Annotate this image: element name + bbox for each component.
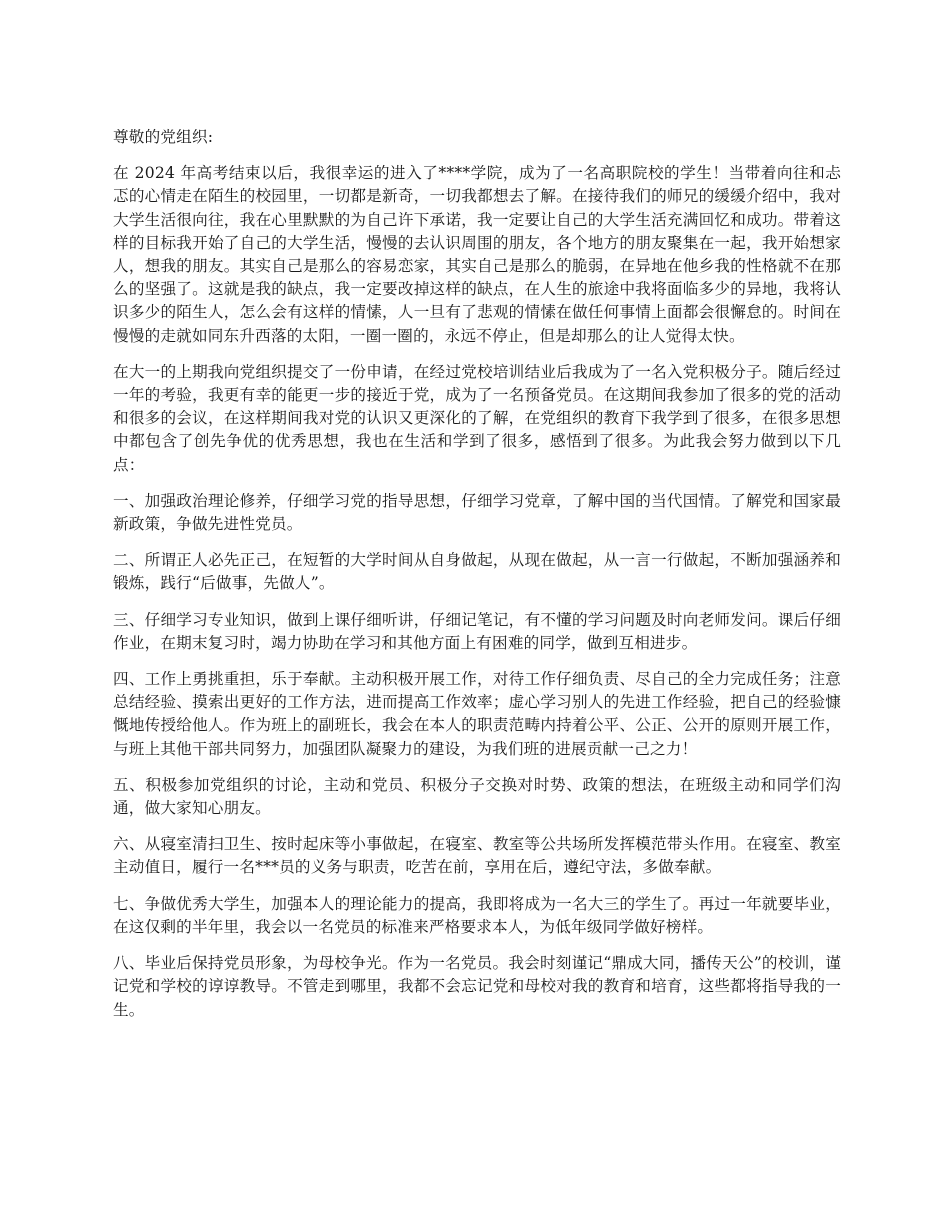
document-body (113, 126, 841, 1035)
paragraph-point-6: 六、从寝室清扫卫生、按时起床等小事做起，在寝室、教室等公共场所发挥模范带头作用。在寝室、教室主动值日，履行一名***员的义务与职责，吃苦在前，享用在后，遵纪守法，多做奉献。 (113, 835, 841, 877)
paragraph-point-2: 二、所谓正人必先正己，在短暂的大学时间从自身做起，从现在做起，从一言一行做起，不断加强涵养和锻炼，践行“后做事，先做人”。 (113, 551, 841, 593)
paragraph-party-application: 在大一的上期我向党组织提交了一份申请，在经过党校培训结业后我成为了一名入党积极分子。随后经过一年的考验，我更有幸的能更一步的接近于党，成为了一名预备党员。在这期间我参加了很多的党的活动和很多的会议，在这样期间我对党的认识又更深化的了解，在党组织的教育下我学到了很多，在很多思想中都包含了创先争优的优秀思想，我也在生活和学到了很多，感悟到了很多。为此我会努力做到以下几点： (113, 362, 841, 474)
paragraph-point-1: 一、加强政治理论修养，仔细学习党的指导思想，仔细学习党章，了解中国的当代国情。了解党和国家最新政策，争做先进性党员。 (113, 491, 841, 534)
salutation: 尊敬的党组织: (113, 128, 214, 146)
paragraph-point-7: 七、争做优秀大学生，加强本人的理论能力的提高，我即将成为一名大三的学生了。再过一年就要毕业，在这仅剩的半年里，我会以一名党员的标准来严格要求本人，为低年级同学做好榜样。 (113, 894, 841, 936)
paragraph-point-5: 五、积极参加党组织的讨论，主动和党员、积极分子交换对时势、政策的想法，在班级主动和同学们沟通，做大家知心朋友。 (113, 775, 841, 818)
paragraph-point-3: 三、仔细学习专业知识，做到上课仔细听讲，仔细记笔记，有不懂的学习问题及时向老师发问。课后仔细作业，在期末复习时，竭力协助在学习和其他方面上有困难的同学，做到互相进步。 (113, 610, 841, 652)
paragraph-point-4: 四、工作上勇挑重担，乐于奉献。主动积极开展工作，对待工作仔细负责、尽自己的全力完成任务；注意总结经验、摸索出更好的工作方法，进而提高工作效率；虚心学习别人的先进工作经验，把自己的经验慷慨地传授给他人。作为班上的副班长，我会在本人的职责范畴内持着公平、公正、公开的原则开展工作，与班上其他干部共同努力，加强团队凝聚力的建设，为我们班的进展贡献一己之力！ (113, 670, 841, 758)
paragraph-point-8: 八、毕业后保持党员形象，为母校争光。作为一名党员。我会时刻谨记“鼎成大同，播传天公”的校训，谨记党和学校的谆谆教导。不管走到哪里，我都不会忘记党和母校对我的教育和培育，这些都将指导我的一生。 (113, 954, 841, 1019)
paragraph-intro: 在 2024 年高考结束以后，我很幸运的进入了****学院，成为了一名高职院校的学生！当带着向往和忐忑的心情走在陌生的校园里，一切都是新奇，一切我都想去了解。在接待我们的师兄的缓缓介绍中，我对大学生活很向往，我在心里默默的为自己许下承诺，我一定要让自己的大学生活充满回忆和成功。带着这样的目标我开始了自己的大学生活，慢慢的去认识周围的朋友，各个地方的朋友聚集在一起，我开始想家人，想我的朋友。其实自己是那么的容易恋家，其实自己是那么的脆弱，在异地在他乡我的性格就不在那么的坚强了。这就是我的缺点，我一定要改掉这样的缺点，在人生的旅途中我将面临多少的异地，我将认识多少的陌生人，怎么会有这样的情愫，人一旦有了悲观的情愫在做任何事情上面都会很懈怠的。时间在慢慢的走就如同东升西落的太阳，一圈一圈的，永远不停止，但是却那么的让人觉得太快。 (113, 164, 841, 345)
